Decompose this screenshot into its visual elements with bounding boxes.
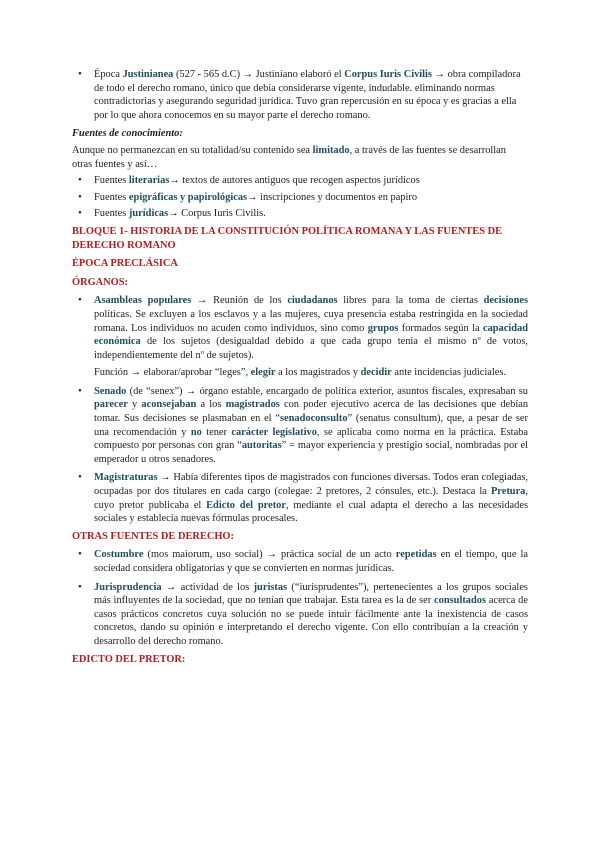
keyword: Corpus Iuris Civilis	[344, 69, 432, 80]
organos-list	[72, 294, 528, 526]
keyword: repetidas	[395, 549, 437, 561]
keyword: carácter legislativo	[231, 426, 317, 438]
keyword: Asambleas populares	[94, 295, 192, 307]
keyword: Jurisprudencia	[94, 581, 162, 593]
costumbre-item: • Costumbre (mos maiorum, uso social) → práctica social de un acto repetidas en el tiempo, que la sociedad considera obligatorias y que se convierten en normas jurídicas.	[72, 548, 528, 575]
keyword: autoritas	[241, 440, 282, 452]
keyword: limitado	[312, 144, 350, 156]
keyword: ciudadanos	[287, 295, 338, 307]
fuentes-conocimiento-title: Fuentes de conocimiento:	[72, 128, 183, 140]
epoca-justinianea-list	[72, 68, 528, 122]
keyword: parecer	[94, 399, 128, 411]
keyword: aconsejaban	[141, 399, 197, 411]
keyword: capacidad económica	[94, 322, 529, 348]
epoca-justinianea-item: • Época Justinianea (527 - 565 d.C) → Justiniano elaboró el Corpus Iuris Civilis → obra compiladora de todo el derecho romano, único que debía considerarse vigente, indudable. eliminando normas contradictorias y asegurando seguridad jurídica. Tuvo gran repercusión en su época y es gracias a ella por lo que ahora conocemos en su mayor parte el derecho romano.	[72, 68, 528, 122]
keyword: Justinianea	[122, 69, 174, 80]
keyword: magistrados	[225, 399, 280, 411]
keyword: decidir	[360, 367, 392, 379]
keyword: epigráficas y papirológicas	[128, 191, 248, 203]
otras-fuentes-list	[72, 548, 528, 648]
epoca-preclasica-title: ÉPOCA PRECLÁSICA	[72, 258, 178, 270]
keyword: consultados	[434, 595, 487, 607]
keyword: Costumbre	[94, 549, 144, 561]
magistraturas-item: • Magistraturas → Había diferentes tipos de magistrados con funciones diversas. Todos eran colegiadas, ocupadas por dos titulares en cada cargo (colegae: 2 pretores, 2 cónsules, etc.). Destaca la Pretura, cuyo pretor publicaba el Edicto del pretor, mediante el cual adapta el derecho a las necesidades sociales y establecía nuevas fórmulas procesales.	[72, 471, 528, 525]
list-item: • Fuentes epigráficas y papirológicas→ inscripciones y documentos en papiro	[72, 191, 528, 205]
fuentes-list	[72, 174, 528, 221]
keyword: Edicto del pretor	[206, 499, 286, 511]
senado-item: • Senado (de “senex”) → órgano estable, encargado de política exterior, asuntos fiscales, expresaban su parecer y aconsejaban a los magistrados con poder ejecutivo acerca de las decisiones que debían tomar. Sus decisiones se plasmaban en el “senadoconsulto” (senatus consultum), que, a pesar de ser una recomendación y no tener carácter legislativo, se aplicaba como norma en la práctica. Estaba compuesto por personas con gran “autoritas” = mayor experiencia y prestigio social, nombradas por el emperador u otros senadores.	[72, 385, 528, 467]
edicto-title: EDICTO DEL PRETOR:	[72, 653, 186, 665]
keyword: grupos	[367, 322, 399, 334]
keyword: juristas	[253, 581, 288, 593]
keyword: literarias	[128, 175, 170, 187]
keyword: Magistraturas	[94, 472, 158, 484]
asambleas-funcion: Función → elaborar/aprobar “leges”, elegir a los magistrados y decidir ante incidencias judiciales.	[94, 367, 507, 379]
otras-fuentes-title: OTRAS FUENTES DE DERECHO:	[72, 530, 234, 542]
fuentes-intro: Aunque no permanezcan en su totalidad/su contenido sea limitado, a través de las fuentes se desarrollan otras fuentes y así…	[72, 144, 506, 170]
list-item: • Fuentes jurídicas→ Corpus Iuris Civilis.	[72, 207, 528, 221]
keyword: senadoconsulto	[279, 413, 348, 425]
keyword: Senado	[94, 385, 127, 397]
keyword: no	[190, 426, 202, 438]
organos-title: ÓRGANOS:	[72, 276, 128, 288]
keyword: decisiones	[483, 295, 529, 307]
list-item: • Fuentes literarias→ textos de autores antiguos que recogen aspectos jurídicos	[72, 174, 528, 188]
jurisprudencia-item: • Jurisprudencia → actividad de los juristas (“iurisprudentes”), pertenecientes a los grupos sociales más influyentes de la sociedad, que no tenían que trabajar. Esta tarea es la de ser consultados acerca de casos prácticos concretos cuya solución no se puede intuir fácilmente ante la inexistencia de casos concretos, dando su opinión e interpretando el derecho vigente. Con ello contribuían a la creación y desarrollo del derecho romano.	[72, 581, 528, 649]
bloque-title: BLOQUE 1- HISTORIA DE LA CONSTITUCIÓN POLÍTICA ROMANA Y LAS FUENTES DE DERECHO ROMANO	[72, 225, 503, 251]
asambleas-item: • Asambleas populares → Reunión de los ciudadanos libres para la toma de ciertas decisiones políticas. Se excluyen a los esclavos y a las mujeres, cuya presencia estaba restringida en la sociedad romana. Los individuos no acuden como individuos, sino como grupos formados según la capacidad económica de los sujetos (desigualdad debido a que cada grupo tenía el mismo nº de votos, independientemente del nº de sujetos). Función → elaborar/aprobar “leges”, elegir a los magistrados y decidir ante incidencias judiciales.	[72, 294, 528, 380]
keyword: elegir	[250, 367, 276, 379]
keyword: jurídicas	[128, 208, 169, 220]
keyword: Pretura	[490, 486, 526, 498]
